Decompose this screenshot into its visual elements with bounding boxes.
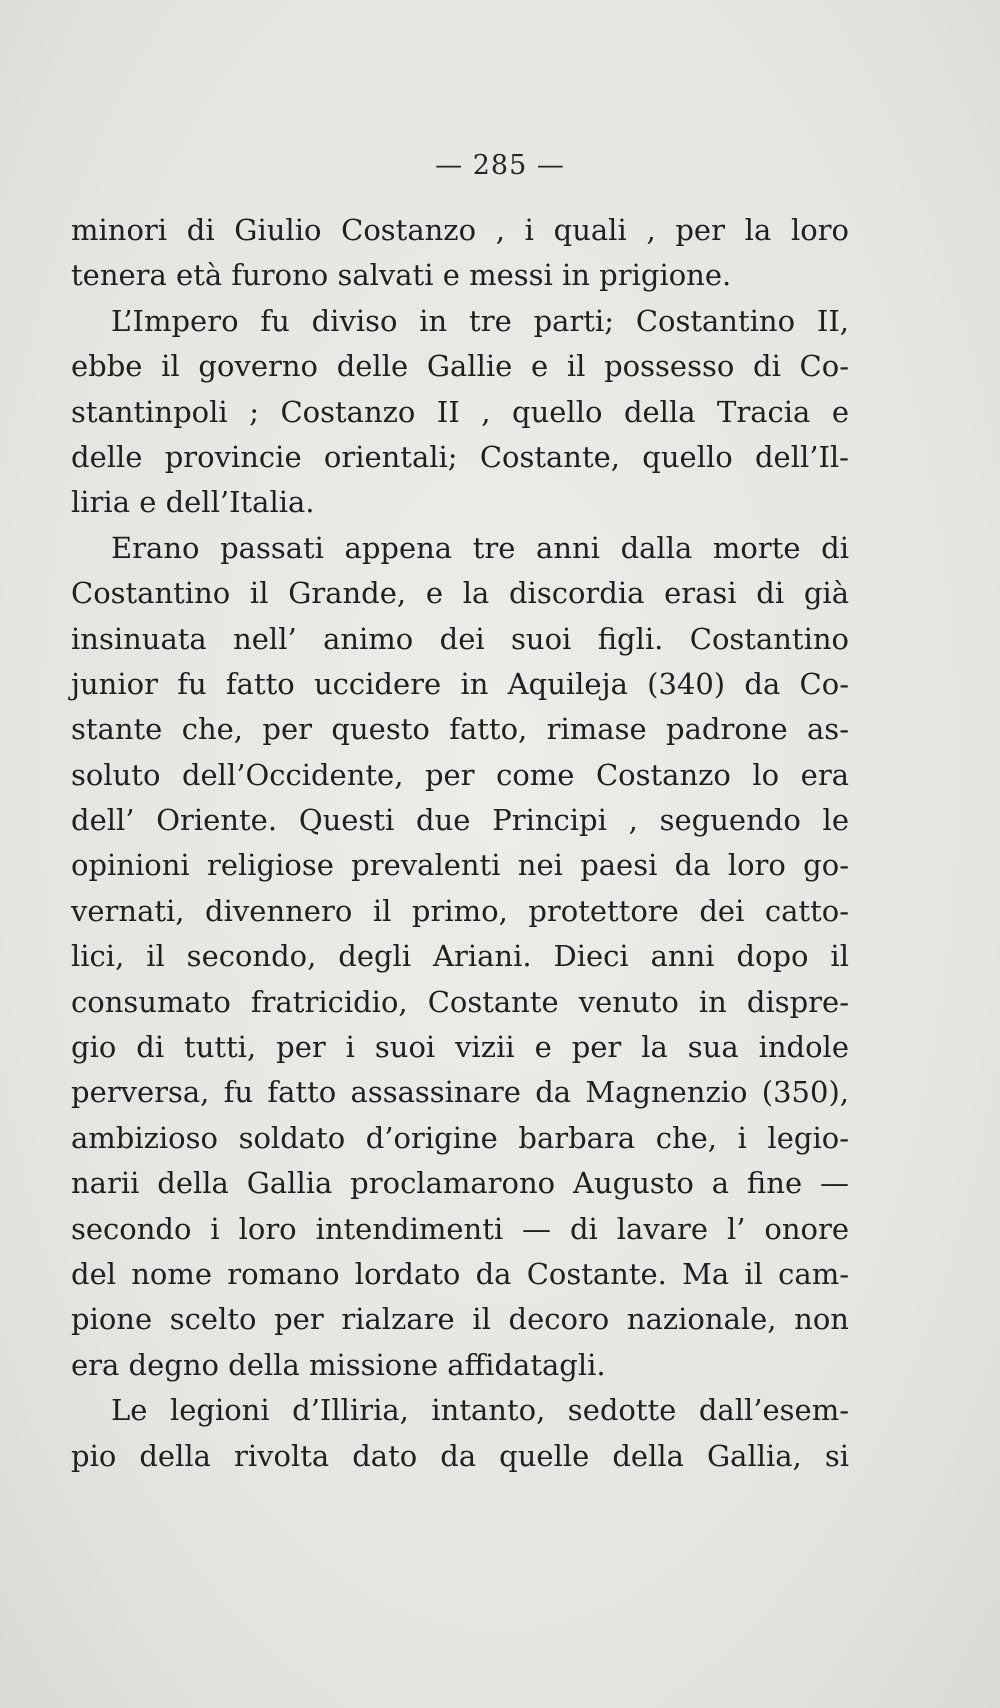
text-line: liria e dell’Italia. xyxy=(71,485,315,520)
text-line: narii della Gallia proclamarono Augusto a fine — xyxy=(71,1166,849,1201)
text-line: pione scelto per rialzare il decoro nazionale, non xyxy=(71,1302,849,1337)
text-line: delle provincie orientali; Costante, quello dell’Il- xyxy=(71,439,849,474)
text-line: ebbe il governo delle Gallie e il possesso di Co- xyxy=(71,349,849,384)
text-line: Le legioni d’Illiria, intanto, sedotte dall’esem- xyxy=(111,1393,849,1428)
text-line: minori di Giulio Costanzo , i quali , per la loro xyxy=(71,213,849,247)
text-line: dell’ Oriente. Questi due Principi , seguendo le xyxy=(71,803,849,838)
text-line: opinioni religiose prevalenti nei paesi da loro go- xyxy=(71,848,849,883)
text-line: stante che, per questo fatto, rimase padrone as- xyxy=(71,712,849,747)
text-line: Erano passati appena tre anni dalla morte di xyxy=(111,530,849,565)
text-line: insinuata nell’ animo dei suoi figli. Costantino xyxy=(71,621,849,656)
text-line: perversa, fu fatto assassinare da Magnenzio (350), xyxy=(71,1075,849,1110)
text-line: consumato fratricidio, Costante venuto in dispre- xyxy=(71,984,849,1019)
page-number: — 285 — xyxy=(435,150,565,181)
text-line: junior fu fatto uccidere in Aquileja (340) da Co- xyxy=(71,666,849,701)
text-line: tenera età furono salvati e messi in prigione. xyxy=(71,258,732,293)
text-line: vernati, divennero il primo, protettore dei catto- xyxy=(71,893,849,928)
text-line: secondo i loro intendimenti — di lavare l’ onore xyxy=(71,1211,849,1246)
text-line: lici, il secondo, degli Ariani. Dieci anni dopo il xyxy=(71,939,849,974)
text-line: stantinpoli ; Costanzo II , quello della Tracia e xyxy=(71,394,849,429)
text-line: del nome romano lordato da Costante. Ma il cam- xyxy=(71,1256,849,1291)
text-line: pio della rivolta dato da quelle della Gallia, si xyxy=(71,1438,849,1473)
body-text xyxy=(71,208,849,1479)
text-line: gio di tutti, per i suoi vizii e per la sua indole xyxy=(71,1030,849,1065)
text-line: L’Impero fu diviso in tre parti; Costantino II, xyxy=(111,303,849,338)
text-line: era degno della missione affidatagli. xyxy=(71,1347,606,1382)
text-line: ambizioso soldato d’origine barbara che, i legio- xyxy=(71,1120,849,1155)
text-line: soluto dell’Occidente, per come Costanzo lo era xyxy=(71,757,849,792)
text-line: Costantino il Grande, e la discordia erasi di già xyxy=(71,576,849,611)
